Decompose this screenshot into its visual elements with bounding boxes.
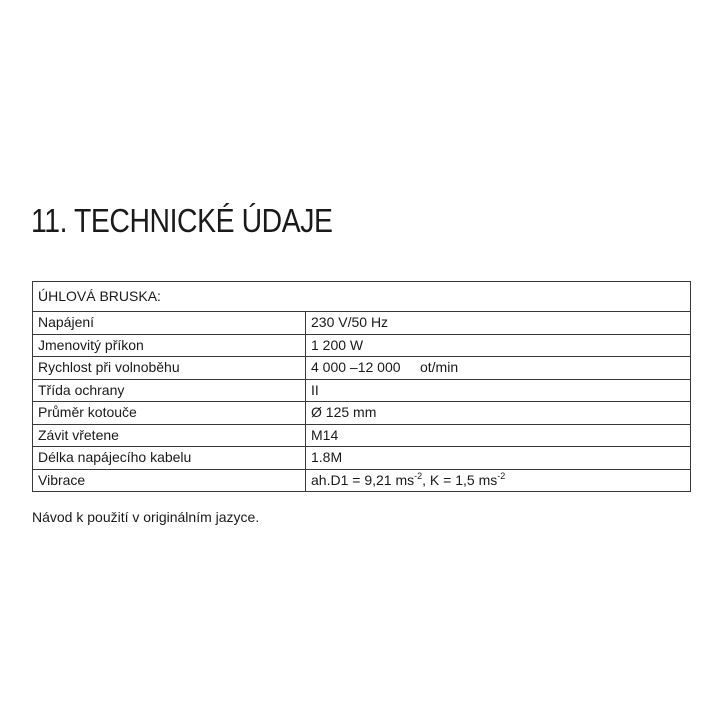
- table-title: ÚHLOVÁ BRUSKA:: [33, 282, 691, 312]
- table-row: [33, 447, 691, 470]
- spec-value-disc-diameter: Ø 125 mm: [306, 402, 691, 425]
- spec-label-protection-class: Třída ochrany: [33, 379, 306, 402]
- spec-label-speed: Rychlost při volnoběhu: [33, 357, 306, 380]
- spec-value-spindle-thread: M14: [306, 424, 691, 447]
- spec-value-supply: 230 V/50 Hz: [306, 312, 691, 335]
- spec-value-speed: 4 000 –12 000 ot/min: [306, 357, 691, 380]
- spec-label-spindle-thread: Závit vřetene: [33, 424, 306, 447]
- spec-value-power: 1 200 W: [306, 334, 691, 357]
- table-title-row: [33, 282, 691, 312]
- technical-specs-table: [32, 281, 691, 492]
- spec-label-supply: Napájení: [33, 312, 306, 335]
- spec-label-power: Jmenovitý příkon: [33, 334, 306, 357]
- spec-value-vibration: [306, 469, 691, 492]
- table-row: [33, 334, 691, 357]
- table-row: [33, 312, 691, 335]
- table-row: [33, 424, 691, 447]
- vibration-value-a: ah.D1 = 9,21 ms: [311, 471, 415, 488]
- spec-label-vibration: Vibrace: [33, 469, 306, 492]
- vibration-exponent-a: -2: [414, 470, 423, 481]
- table-row: [33, 469, 691, 492]
- vibration-value-k: , K = 1,5 ms: [422, 471, 498, 488]
- table-row: [33, 402, 691, 425]
- spec-value-protection-class: II: [306, 379, 691, 402]
- spec-value-cable-length: 1.8M: [306, 447, 691, 470]
- spec-label-cable-length: Délka napájecího kabelu: [33, 447, 306, 470]
- language-note: Návod k použití v originálním jazyce.: [32, 509, 260, 525]
- table-row: [33, 357, 691, 380]
- table-row: [33, 379, 691, 402]
- vibration-exponent-k: -2: [497, 470, 506, 481]
- section-heading: 11. TECHNICKÉ ÚDAJE: [31, 202, 333, 239]
- spec-label-disc-diameter: Průměr kotouče: [33, 402, 306, 425]
